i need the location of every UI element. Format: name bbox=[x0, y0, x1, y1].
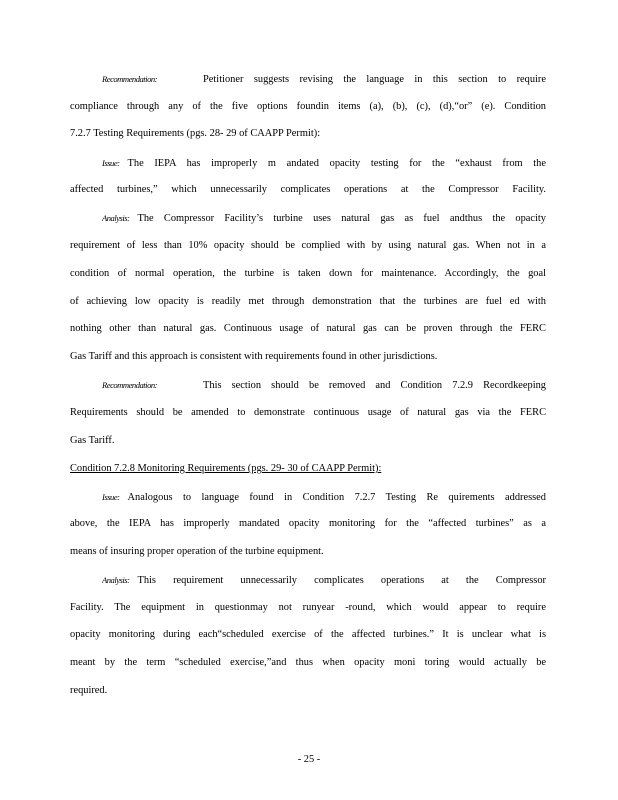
paragraph-line: Gas Tariff and this approach is consistent with requirements found in other jurisdictions. bbox=[70, 351, 438, 362]
paragraph-line: Recommendation: Petitioner suggests revising the language in this section to require bbox=[102, 74, 546, 85]
paragraph-line: Facility. The equipment in questionmay not runyear -round, which would appear to require bbox=[70, 602, 546, 613]
paragraph-line: requirement of less than 10% opacity should be complied with by using natural gas. When not in a bbox=[70, 240, 546, 251]
analysis-label: Analysis: bbox=[102, 575, 130, 585]
recommendation-label: Recommendation: bbox=[102, 380, 158, 390]
paragraph-line: affected turbines,” which unnecessarily complicates operations at the Compressor Facility. bbox=[70, 184, 546, 195]
paragraph-line: means of insuring proper operation of the turbine equipment. bbox=[70, 546, 324, 557]
paragraph-line: compliance through any of the five options foundin items (a), (b), (c), (d),“or” (e). Condition bbox=[70, 101, 546, 112]
paragraph-line: Issue: The IEPA has improperly m andated opacity testing for the “exhaust from the bbox=[102, 158, 546, 169]
paragraph-line: of achieving low opacity is readily met through demonstration that the turbines are fuel ed with bbox=[70, 296, 546, 307]
paragraph-line: Analysis: The Compressor Facility’s turbine uses natural gas as fuel andthus the opacity bbox=[102, 213, 546, 224]
paragraph-line: opacity monitoring during each“scheduled exercise of the affected turbines.” It is unclear what is bbox=[70, 629, 546, 640]
paragraph-line: Analysis: This requirement unnecessarily complicates operations at the Compressor bbox=[102, 575, 546, 586]
paragraph-line: nothing other than natural gas. Continuous usage of natural gas can be proven through the FERC bbox=[70, 323, 546, 334]
analysis-label: Analysis: bbox=[102, 213, 130, 223]
page-number: - 25 - bbox=[297, 754, 321, 765]
paragraph-line: Issue: Analogous to language found in Condition 7.2.7 Testing Re quirements addressed bbox=[102, 492, 546, 503]
paragraph-line: Recommendation: This section should be removed and Condition 7.2.9 Recordkeeping bbox=[102, 380, 546, 391]
paragraph-line: Requirements should be amended to demonstrate continuous usage of natural gas via the FERC bbox=[70, 407, 546, 418]
paragraph-line: meant by the term “scheduled exercise,”and thus when opacity moni toring would actually be bbox=[70, 657, 546, 668]
issue-label: Issue: bbox=[102, 492, 120, 502]
paragraph-line: condition of normal operation, the turbine is taken down for maintenance. Accordingly, the goal bbox=[70, 268, 546, 279]
paragraph-line: required. bbox=[70, 685, 108, 696]
section-heading: Condition 7.2.8 Monitoring Requirements (pgs. 29- 30 of CAAPP Permit): bbox=[70, 463, 382, 474]
section-heading: 7.2.7 Testing Requirements (pgs. 28- 29 of CAAPP Permit): bbox=[70, 128, 321, 139]
recommendation-label: Recommendation: bbox=[102, 74, 158, 84]
paragraph-line: Gas Tariff. bbox=[70, 435, 115, 446]
paragraph-line: above, the IEPA has improperly mandated opacity monitoring for the “affected turbines” as a bbox=[70, 518, 546, 529]
issue-label: Issue: bbox=[102, 158, 120, 168]
